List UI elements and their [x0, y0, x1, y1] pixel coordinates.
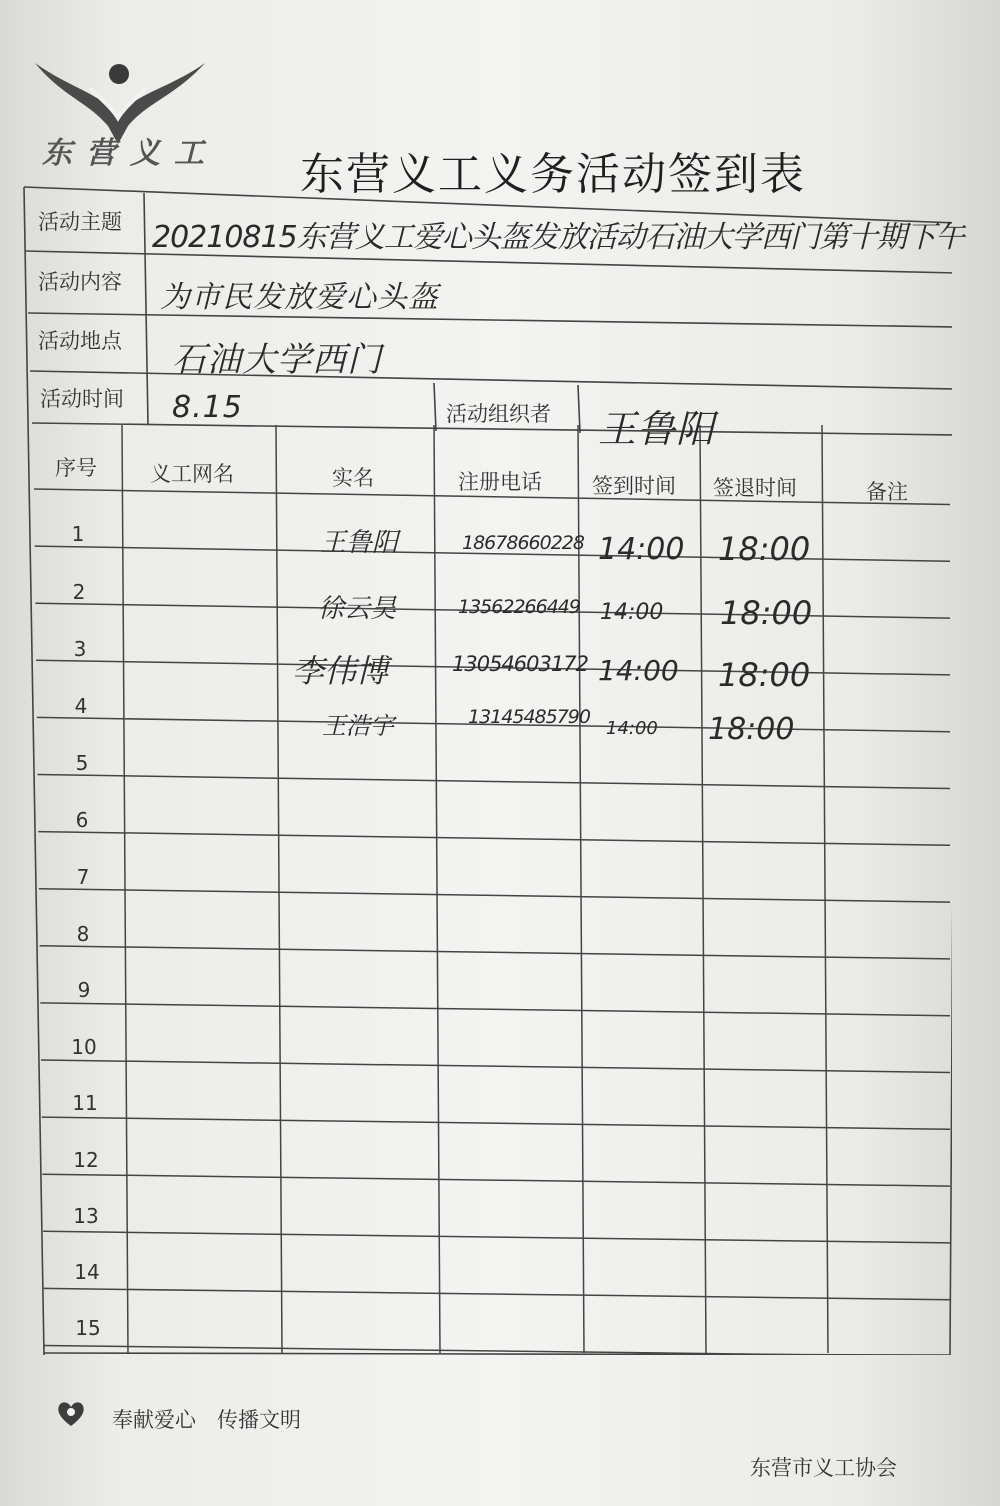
row-no: 3	[73, 637, 87, 661]
page-title: 东营义工义务活动签到表	[300, 149, 806, 200]
footer-org: 东营市义工协会	[750, 1456, 897, 1480]
organizer-label: 活动组织者	[446, 402, 551, 426]
row-no: 4	[74, 694, 88, 718]
row-checkout: 18:00	[720, 594, 813, 632]
row-no: 2	[72, 580, 86, 604]
row-no: 1	[71, 522, 85, 546]
row-realname: 李伟博	[292, 652, 389, 690]
row-realname: 王浩宇	[322, 712, 394, 740]
form-grid	[22, 185, 952, 1355]
row-phone: 13054603172	[452, 652, 588, 676]
organizer-value: 王鲁阳	[598, 407, 716, 451]
row-phone: 13145485790	[468, 706, 590, 728]
header-phone: 注册电话	[458, 470, 542, 494]
row-no: 6	[75, 808, 89, 832]
time-value: 8.15	[172, 390, 243, 425]
header-no: 序号	[55, 456, 97, 480]
row-no: 8	[76, 922, 90, 946]
row-checkin: 14:00	[598, 654, 679, 687]
row-no: 13	[73, 1204, 99, 1228]
location-value: 石油大学西门	[172, 340, 382, 380]
heart-icon	[55, 1398, 87, 1430]
row-no: 10	[71, 1035, 97, 1059]
header-nickname: 义工网名	[150, 462, 234, 486]
content-value: 为市民发放爱心头盔	[160, 280, 439, 315]
row-checkin: 14:00	[606, 718, 658, 739]
header-remark: 备注	[866, 480, 908, 504]
header-checkout: 签退时间	[713, 476, 797, 500]
logo-text: 东营义工	[42, 136, 218, 171]
row-no: 15	[75, 1316, 101, 1340]
row-realname: 徐云昊	[318, 594, 397, 624]
row-checkout: 18:00	[718, 656, 811, 694]
row-checkin: 14:00	[598, 532, 685, 567]
row-no: 11	[72, 1091, 98, 1115]
row-phone: 13562266449	[458, 596, 580, 618]
content-label: 活动内容	[38, 270, 122, 294]
theme-value: 20210815东营义工爱心头盔发放活动石油大学西门第十期下午	[152, 220, 964, 255]
row-no: 7	[76, 865, 90, 889]
row-realname: 王鲁阳	[320, 528, 399, 558]
row-no: 9	[77, 978, 91, 1002]
footer-slogan: 奉献爱心 传播文明	[112, 1408, 301, 1432]
location-label: 活动地点	[38, 329, 122, 353]
row-checkin: 14:00	[600, 600, 664, 625]
theme-label: 活动主题	[38, 210, 122, 234]
time-label: 活动时间	[40, 387, 124, 411]
row-no: 5	[75, 751, 89, 775]
row-phone: 18678660228	[462, 532, 584, 554]
row-checkout: 18:00	[718, 530, 811, 568]
row-no: 14	[74, 1260, 100, 1284]
row-checkout: 18:00	[708, 712, 795, 747]
header-realname: 实名	[332, 466, 374, 490]
header-checkin: 签到时间	[592, 474, 676, 498]
row-no: 12	[73, 1148, 99, 1172]
